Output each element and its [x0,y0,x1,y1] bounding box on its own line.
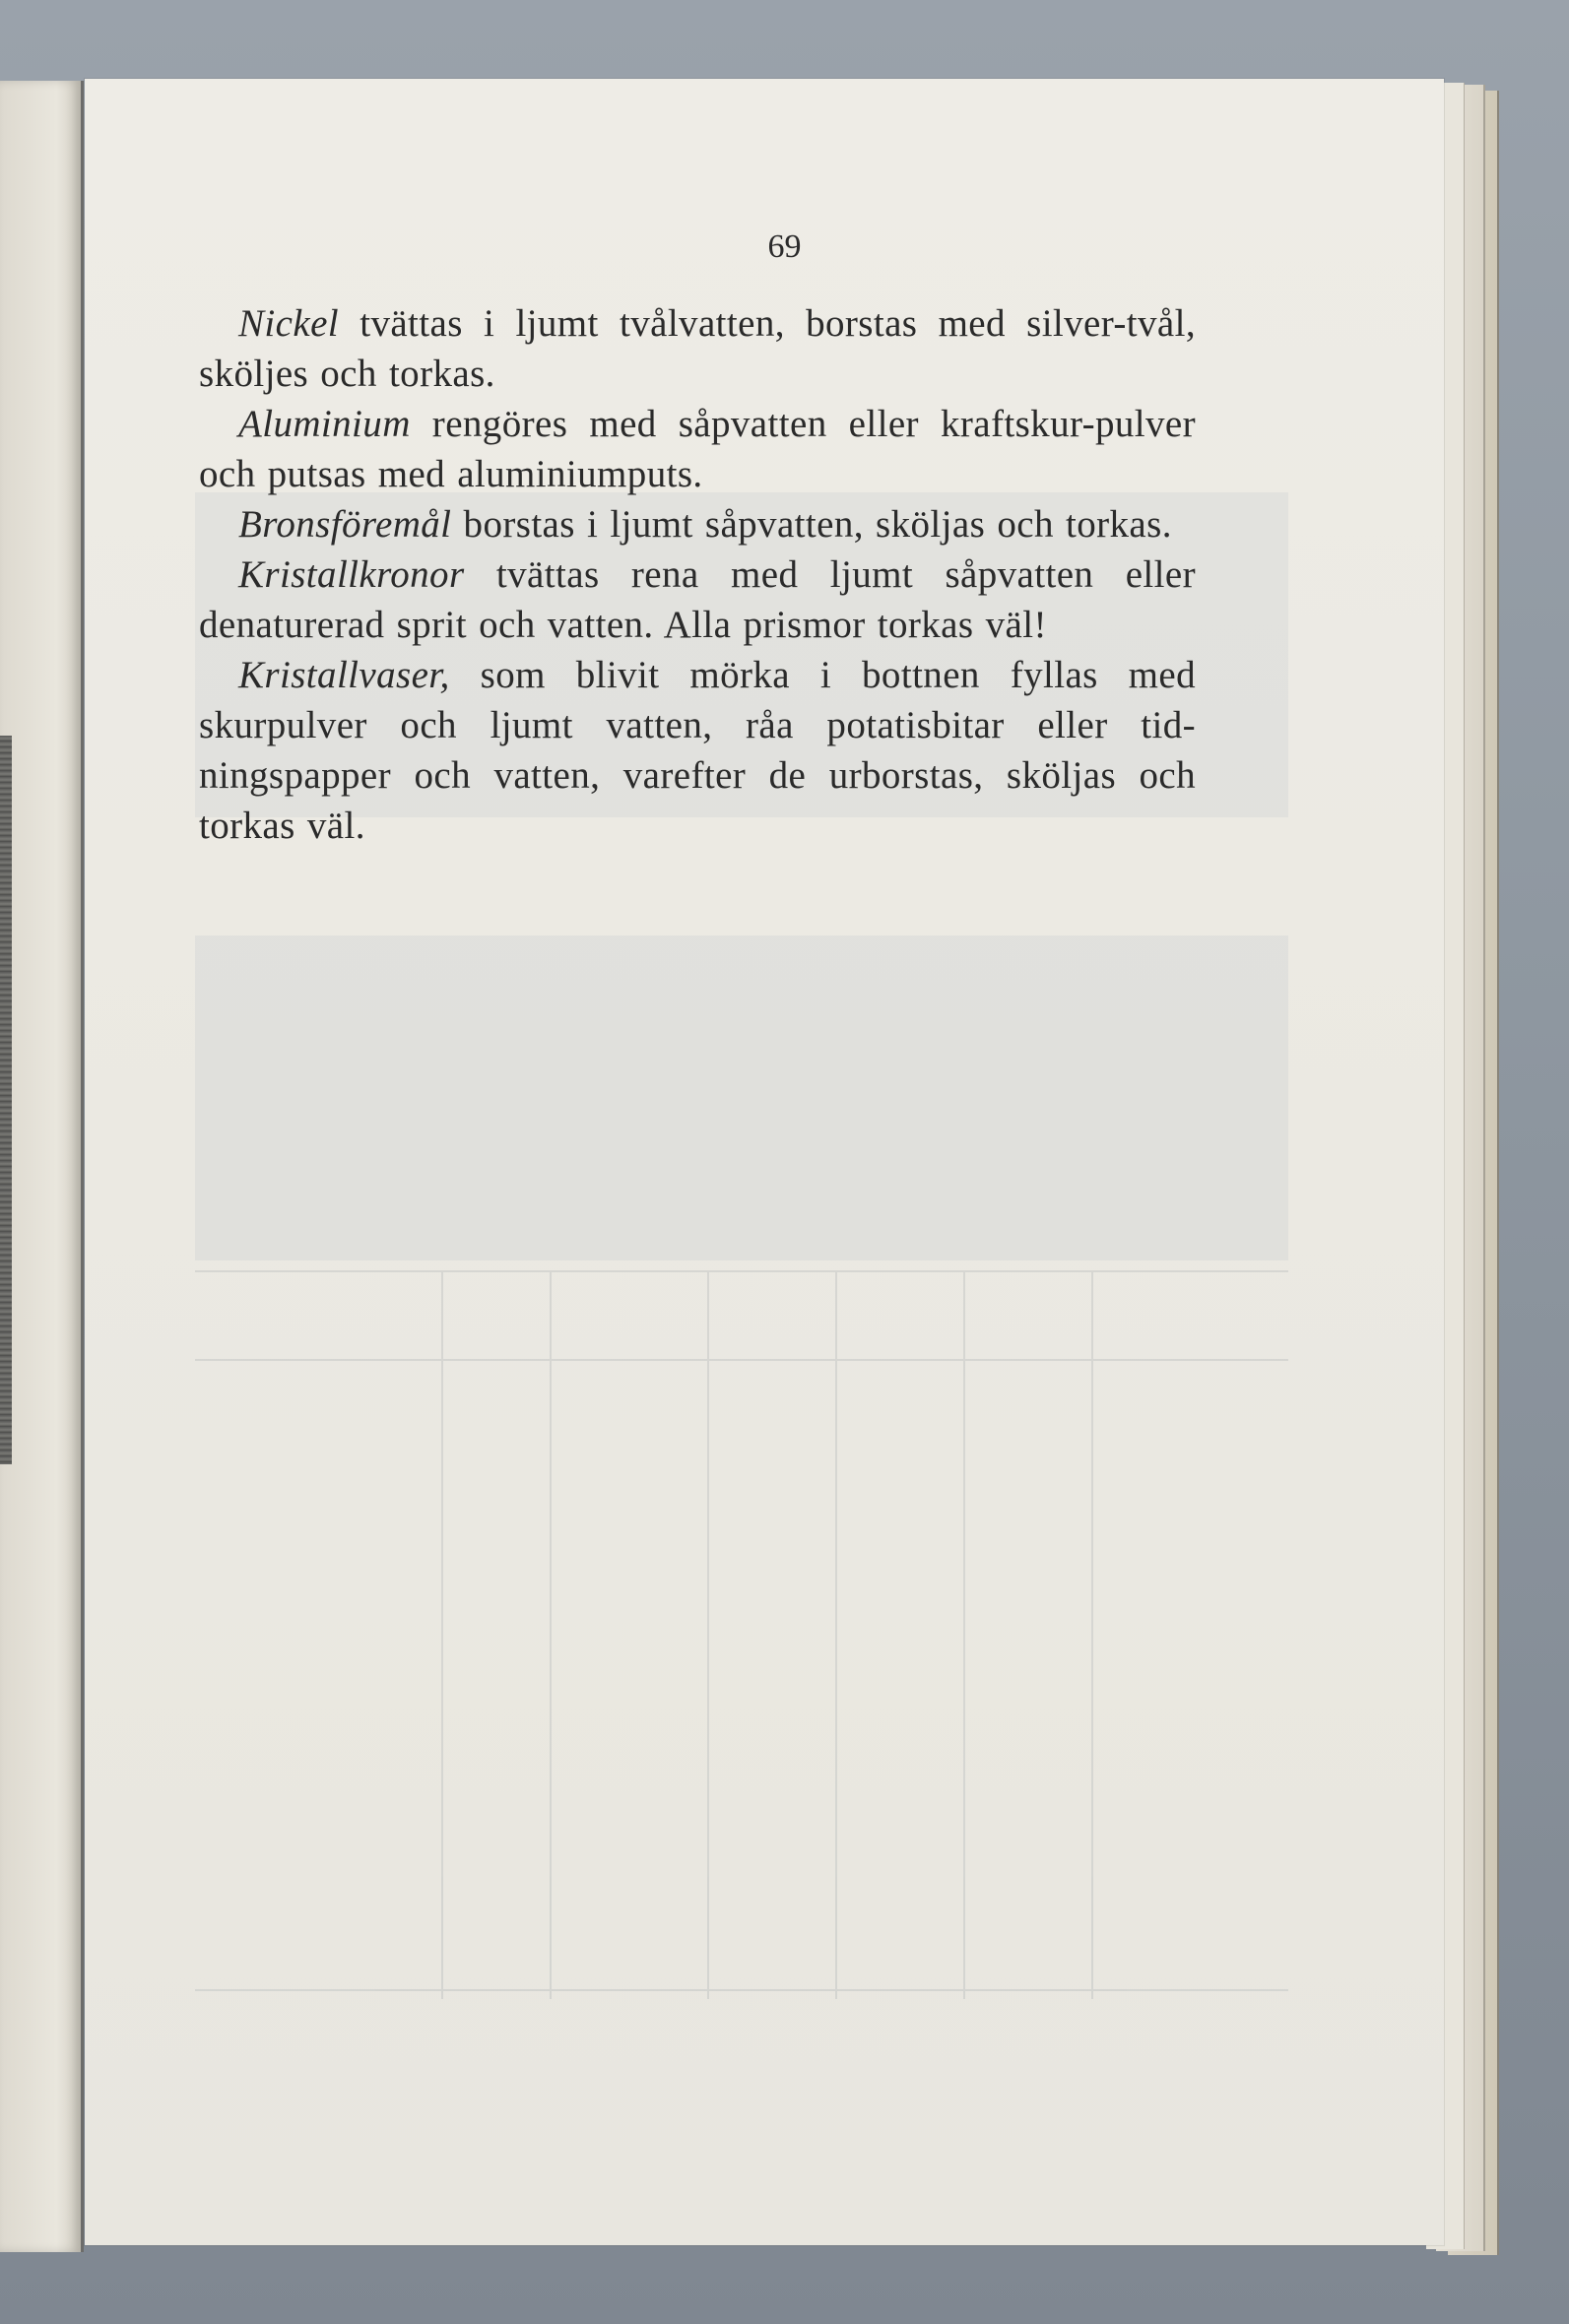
paragraph-kristallvaser-text: som blivit mörka i bottnen fyllas med skurpulver och ljumt vatten, råa potatisbitar eller tid-ningspapper och vatten, varefter de urborstas, sköljas och torkas väl. [199,654,1196,847]
paragraph-nickel [199,298,1196,399]
paragraph-nickel-text: tvättas i ljumt tvålvatten, borstas med silver-tvål, sköljes och torkas. [199,302,1196,395]
paragraph-kristallvaser [199,650,1196,851]
term-bronsforemal: Bronsföremål [238,503,452,546]
term-kristallkronor: Kristallkronor [238,553,465,596]
term-nickel: Nickel [238,302,340,345]
facing-page-edge [0,81,84,2252]
term-kristallvaser: Kristallvaser, [238,654,450,696]
paragraph-kristallkronor-text: tvättas rena med ljumt såpvatten eller denaturerad sprit och vatten. Alla prismor torkas väl! [199,553,1196,646]
paragraph-kristallkronor [199,549,1196,650]
facing-page-illustration-edge [0,736,12,1464]
paragraph-aluminium [199,399,1196,499]
paragraph-aluminium-text: rengöres med såpvatten eller kraftskur-pulver och putsas med aluminiumputs. [199,403,1196,495]
body-text [199,298,1196,851]
term-aluminium: Aluminium [238,403,411,445]
paragraph-bronsforemal-text: borstas i ljumt såpvatten, sköljas och torkas. [451,503,1172,546]
page-number: 69 [767,228,802,265]
paragraph-bronsforemal [199,499,1196,549]
